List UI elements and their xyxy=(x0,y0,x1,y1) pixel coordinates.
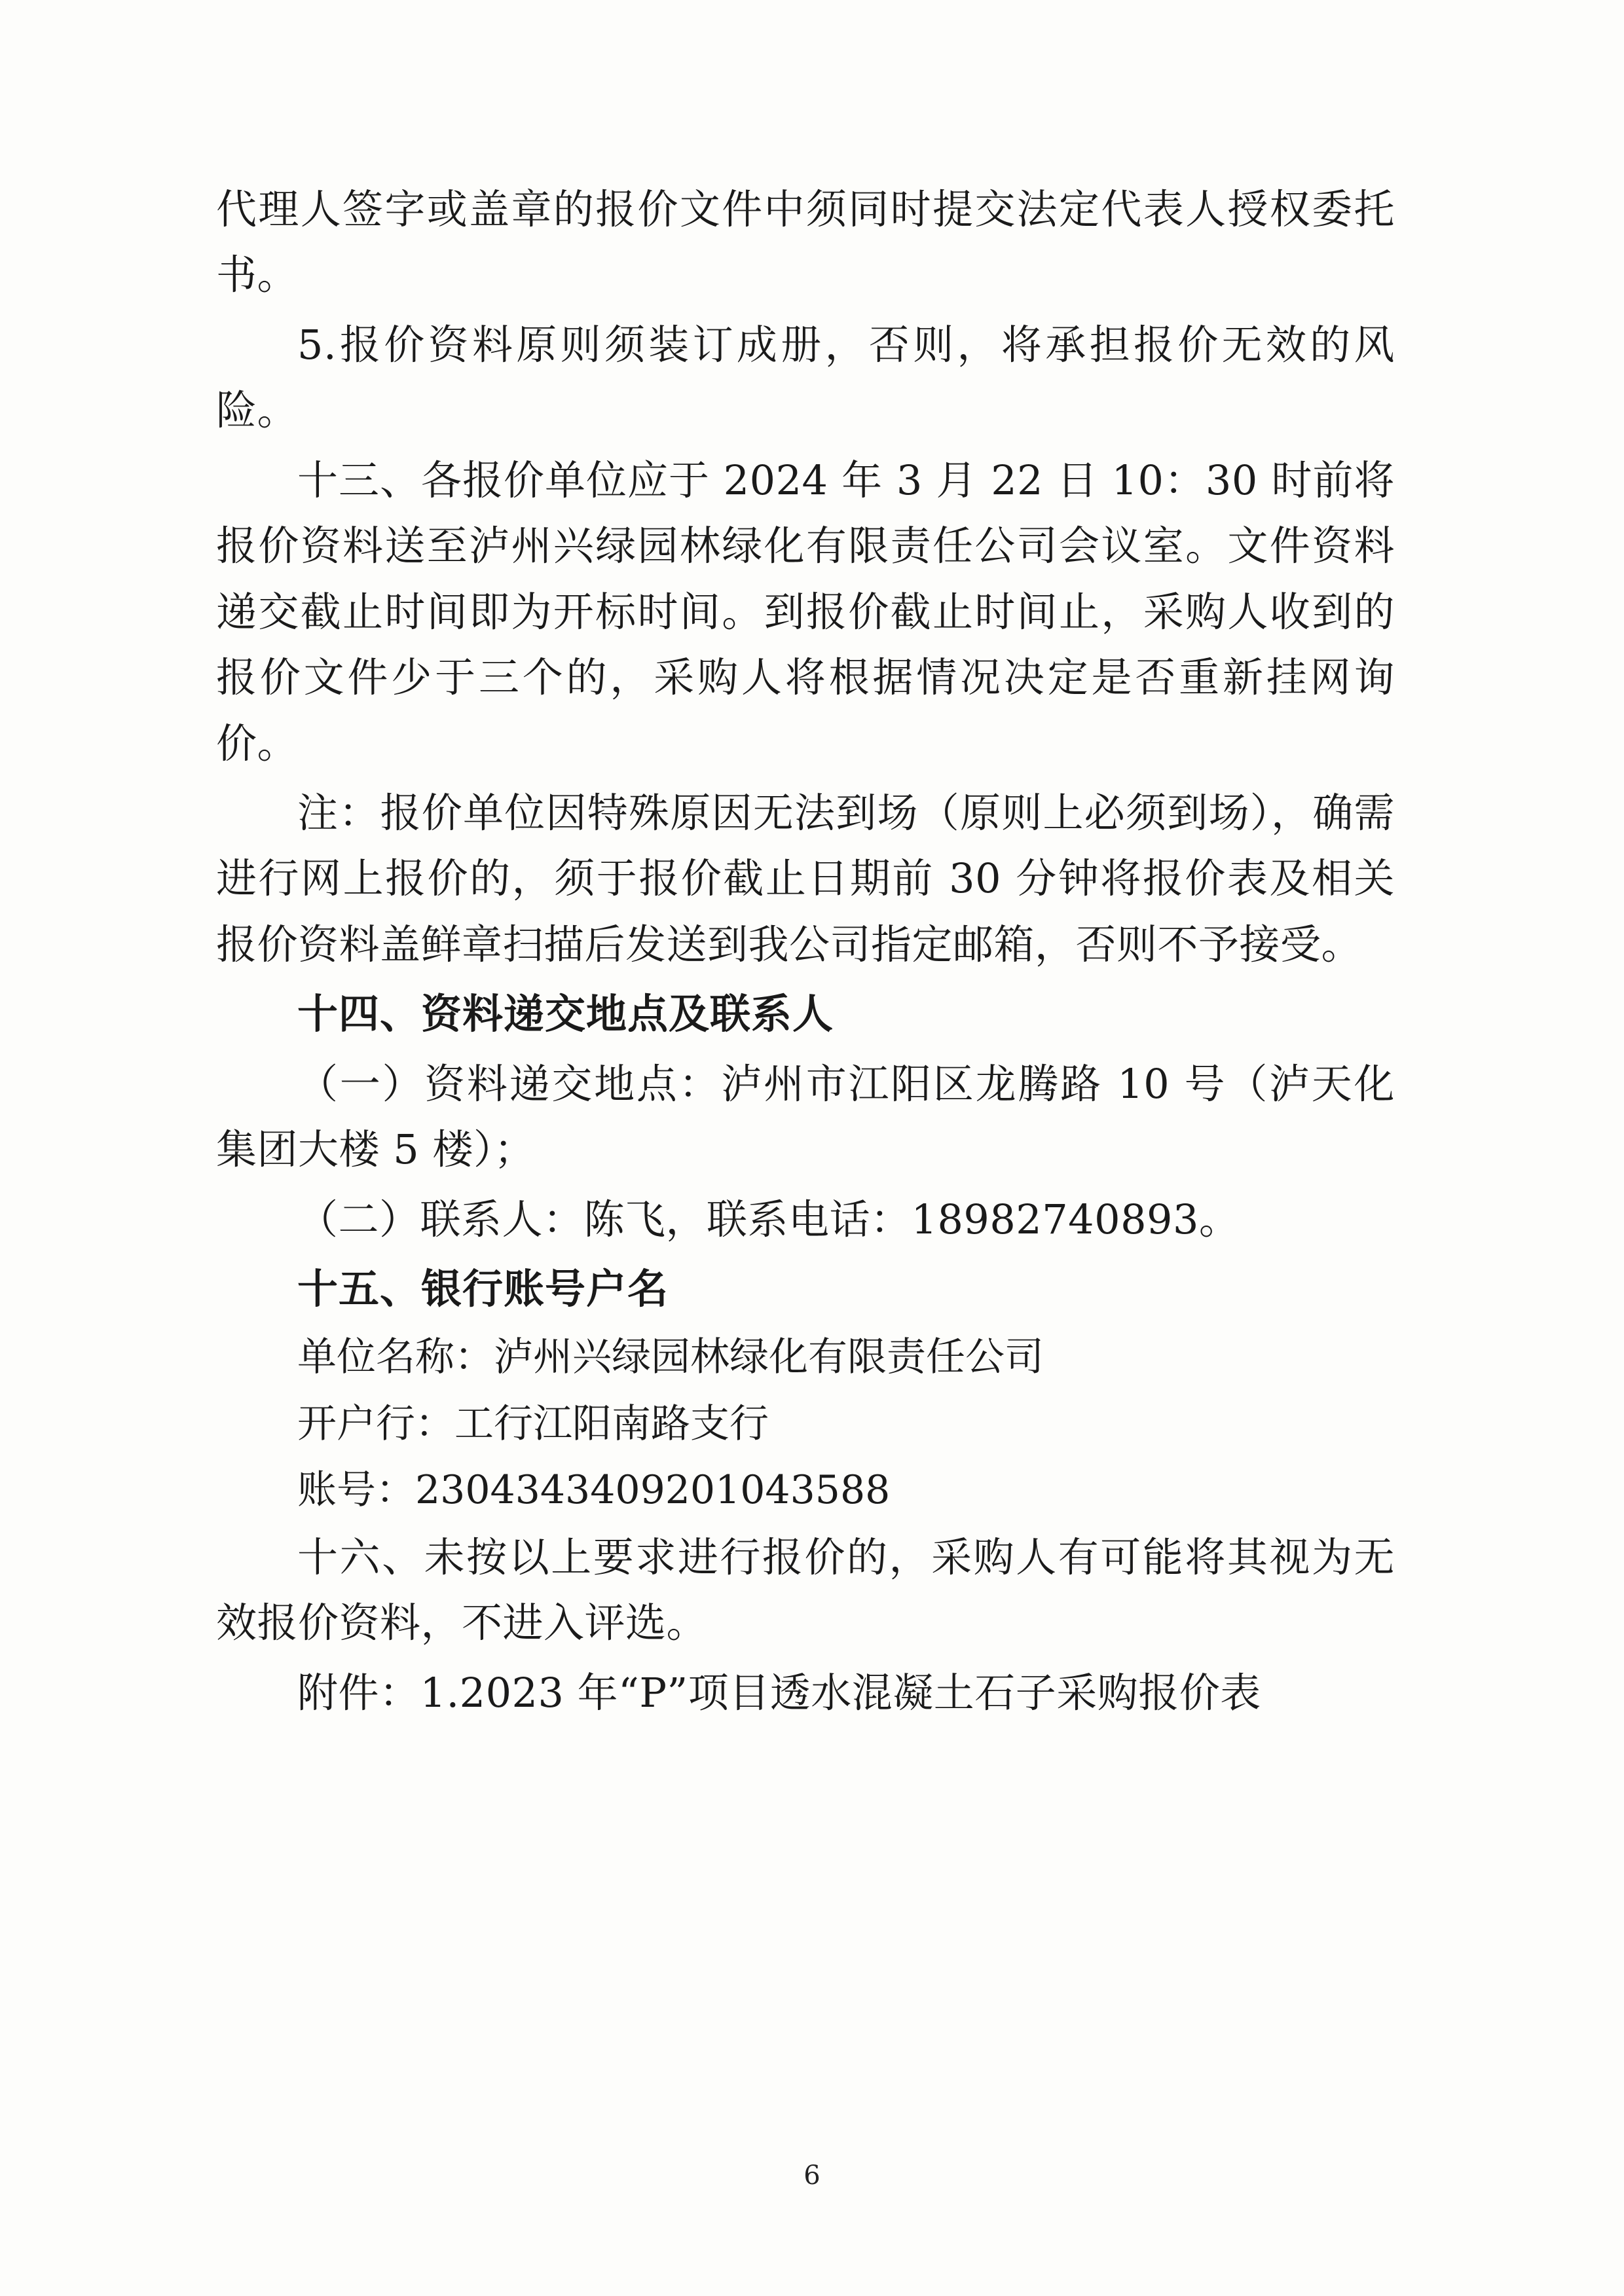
page-number: 6 xyxy=(803,2160,821,2191)
paragraph-item-5: 5.报价资料原则须装订成册，否则，将承担报价无效的风险。 xyxy=(216,320,1395,435)
section-14-item-2: （二）联系人：陈飞，联系电话：18982740893。 xyxy=(297,1195,1240,1243)
section-14-item-1: （一）资料递交地点：泸州市江阳区龙腾路 10 号（泸天化集团大楼 5 楼）； xyxy=(216,1059,1395,1174)
paragraph-agent-signature: 代理人签字或盖章的报价文件中须同时提交法定代表人授权委托书。 xyxy=(216,185,1395,299)
heading-section-14: 十四、资料递交地点及联系人 xyxy=(297,990,834,1038)
document-body xyxy=(216,177,1395,1730)
bank-company-name: 单位名称：泸州兴绿园林绿化有限责任公司 xyxy=(297,1334,1044,1381)
bank-branch: 开户行：工行江阳南路支行 xyxy=(297,1400,769,1447)
bank-account-number: 账号：2304343409201043588 xyxy=(297,1467,891,1513)
paragraph-section-16: 十六、未按以上要求进行报价的，采购人有可能将其视为无效报价资料，不进入评选。 xyxy=(216,1533,1395,1647)
paragraph-note: 注：报价单位因特殊原因无法到场（原则上必须到场），确需进行网上报价的，须于报价截止日期前 30 分钟将报价表及相关报价资料盖鲜章扫描后发送到我公司指定邮箱，否则不予接受。 xyxy=(216,788,1395,968)
heading-section-15: 十五、银行账号户名 xyxy=(297,1265,669,1313)
paragraph-attachment: 附件：1.2023 年“P”项目透水混凝土石子采购报价表 xyxy=(297,1668,1261,1717)
paragraph-section-13: 十三、各报价单位应于 2024 年 3 月 22 日 10：30 时前将报价资料送至泸州兴绿园林绿化有限责任公司会议室。文件资料递交截止时间即为开标时间。到报价截止时间止，采购人收到的报价文件少于三个的，采购人将根据情况决定是否重新挂网询价。 xyxy=(216,456,1395,767)
